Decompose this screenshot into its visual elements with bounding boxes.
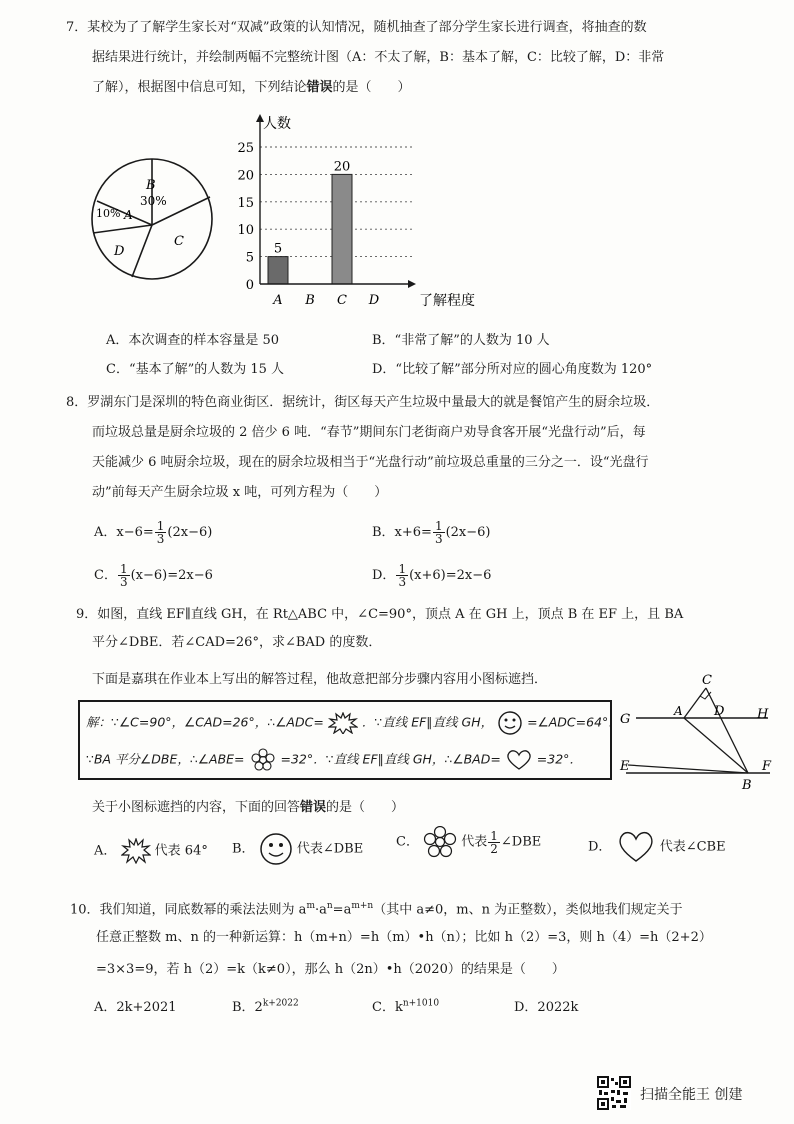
q10-line1-post: （其中 a≠0，m、n 为正整数），类似地我们规定关于 bbox=[373, 902, 683, 918]
q7-line3-post: 的是（ ） bbox=[332, 80, 411, 95]
sol2-part1: ∵BA 平分∠DBE，∴∠ABE= bbox=[86, 751, 245, 767]
q7-option-a[interactable]: A．本次调查的样本容量是 50 bbox=[106, 333, 280, 348]
q9-line3: 下面是嘉琪在作业本上写出的解答过程，他故意把部分步骤内容用小图标遮挡． bbox=[92, 672, 548, 687]
sol1-part2: ．∵直线 EF∥直线 GH， bbox=[361, 714, 494, 730]
q10-sup-n: n bbox=[326, 901, 333, 911]
q10-line1-pre: 10．我们知道，同底数幂的乘法法则为 a bbox=[70, 902, 307, 918]
q8-option-c[interactable] bbox=[94, 563, 213, 588]
fig-label-h: H bbox=[757, 707, 769, 722]
q10-option-b[interactable] bbox=[232, 996, 299, 1015]
q9-line2: 平分∠DBE．若∠CAD=26°，求∠BAD 的度数． bbox=[92, 635, 382, 650]
q9-option-a-label: A． bbox=[94, 843, 117, 859]
y-tick-label: 15 bbox=[237, 195, 254, 211]
q8-option-d[interactable] bbox=[372, 563, 491, 588]
q9-ask bbox=[92, 795, 404, 821]
bar-data-label: 20 bbox=[333, 159, 351, 175]
q10-option-b-sup: k+2022 bbox=[262, 998, 299, 1009]
q8-line1: 8．罗湖东门是深圳的特色商业街区．据统计，街区每天产生垃圾中量最大的就是餐馆产生的厨余垃圾． bbox=[66, 395, 660, 410]
q9-option-a[interactable] bbox=[94, 838, 208, 864]
fig-label-c: C bbox=[702, 673, 712, 688]
q7-option-d[interactable]: D．“比较了解”部分所对应的圆心角度数为 120° bbox=[372, 362, 653, 377]
q10-line1-mid2: =a bbox=[332, 902, 352, 918]
y-tick-label: 20 bbox=[237, 168, 254, 184]
q8-option-b-post: (2x−6) bbox=[445, 525, 491, 540]
x-tick-label: B bbox=[305, 293, 315, 308]
pie-value-a: 10% bbox=[96, 207, 121, 220]
q9-geometry-figure bbox=[618, 672, 778, 794]
y-tick-label: 10 bbox=[237, 223, 254, 239]
q10-line2: 任意正整数 m、n 的一种新运算：h（m+n）=h（m）•h（n）；比如 h（2）=3，则 h（4）=h（2+2） bbox=[96, 930, 712, 945]
q10-option-a[interactable]: A．2k+2021 bbox=[94, 1000, 177, 1015]
q9-option-b-text: 代表∠DBE bbox=[296, 841, 364, 857]
bar-ylabel: 人数 bbox=[263, 116, 291, 132]
q9-option-a-text: 代表 64° bbox=[154, 843, 208, 859]
fig-label-e: E bbox=[620, 759, 630, 774]
q10-option-c-sup: n+1010 bbox=[402, 998, 440, 1009]
bar-A bbox=[268, 257, 288, 284]
q9-option-c[interactable] bbox=[396, 826, 541, 858]
q8-line3: 天能减少 6 吨厨余垃圾，现在的厨余垃圾相当于“光盘行动”前垃圾总重量的三分之一．设“光盘行 bbox=[92, 455, 649, 470]
flower-icon bbox=[423, 826, 457, 858]
q7-option-c[interactable]: C．“基本了解”的人数为 15 人 bbox=[106, 362, 285, 377]
fraction bbox=[433, 520, 445, 545]
q8-option-a-pre: A．x−6= bbox=[94, 525, 154, 540]
q8-option-b-pre: B．x+6= bbox=[372, 525, 432, 540]
x-tick-label: C bbox=[337, 293, 347, 308]
q9-ask-bold: 错误 bbox=[300, 800, 327, 815]
q7-line2: 据结果进行统计，并绘制两幅不完整统计图（A：不太了解，B：基本了解，C：比较了解，D：非常 bbox=[92, 50, 665, 65]
fig-label-g: G bbox=[620, 712, 631, 727]
pie-value-b: 30% bbox=[140, 194, 167, 208]
fraction-numerator: 1 bbox=[490, 828, 498, 843]
flower-icon bbox=[249, 748, 277, 772]
burst-icon bbox=[328, 712, 358, 734]
q9-ask-post: 的是（ ） bbox=[326, 800, 405, 815]
q9-option-b[interactable] bbox=[232, 832, 363, 866]
fig-label-b: B bbox=[742, 778, 752, 793]
q9-option-c-text-post: ∠DBE bbox=[500, 834, 542, 850]
q10-option-c-pre: C．k bbox=[372, 1000, 403, 1015]
q8-option-b[interactable] bbox=[372, 520, 491, 545]
fraction bbox=[118, 563, 130, 588]
sol2-part3: =32°． bbox=[536, 751, 582, 767]
q9-option-c-text-pre: 代表 bbox=[461, 834, 488, 850]
smiley-icon bbox=[259, 832, 293, 866]
q10-sup-m: m bbox=[306, 901, 315, 911]
fraction-denominator: 3 bbox=[119, 575, 128, 589]
fraction-numerator: 1 bbox=[156, 519, 165, 533]
q10-line1-mid: ·a bbox=[314, 902, 327, 918]
y-tick-label: 25 bbox=[237, 141, 254, 156]
fraction-denominator: 3 bbox=[398, 575, 407, 589]
q9-ask-pre: 关于小图标遮挡的内容，下面的回答 bbox=[92, 800, 301, 815]
q7-line3-bold: 错误 bbox=[306, 80, 333, 95]
fraction-denominator: 3 bbox=[434, 532, 443, 546]
x-tick-label: A bbox=[273, 293, 283, 308]
q10-option-d[interactable]: D．2022k bbox=[514, 1000, 579, 1015]
sol1-part1: 解：∵∠C=90°，∠CAD=26°，∴∠ADC= bbox=[86, 714, 324, 730]
q10-line1 bbox=[70, 893, 683, 923]
q8-option-a-post: (2x−6) bbox=[167, 525, 213, 540]
qr-code-icon bbox=[597, 1076, 631, 1110]
pie-chart bbox=[88, 155, 218, 283]
fig-label-d: D bbox=[714, 704, 725, 719]
fraction bbox=[155, 520, 167, 545]
q9-option-b-label: B． bbox=[232, 841, 255, 857]
q7-line1: 7．某校为了了解学生家长对“双减”政策的认知情况，随机抽查了部分学生家长进行调查，将抽查的数 bbox=[66, 20, 647, 35]
pie-label-c: C bbox=[174, 234, 184, 249]
fraction bbox=[488, 830, 500, 855]
footer-text: 扫描全能王 创建 bbox=[640, 1087, 743, 1103]
fraction-numerator: 1 bbox=[119, 562, 128, 576]
q8-option-c-post: (x−6)=2x−6 bbox=[130, 568, 213, 583]
q9-option-d-text: 代表∠CBE bbox=[659, 839, 726, 855]
y-tick-label: 5 bbox=[245, 250, 254, 266]
bar-data-label: 5 bbox=[273, 241, 283, 257]
q8-option-a[interactable] bbox=[94, 520, 212, 545]
pie-label-d: D bbox=[114, 244, 125, 259]
sol2-part2: =32°．∵直线 EF∥直线 GH，∴∠BAD= bbox=[280, 751, 501, 767]
q9-option-c-label: C． bbox=[396, 834, 419, 850]
q10-sup-mn: m+n bbox=[351, 901, 374, 911]
pie-label-b: B bbox=[146, 178, 156, 193]
bar-C bbox=[332, 174, 352, 284]
fraction-denominator: 2 bbox=[490, 841, 498, 856]
solution-line-1 bbox=[86, 710, 621, 736]
sol1-part3: =∠ADC=64°． bbox=[527, 714, 621, 730]
fraction-denominator: 3 bbox=[156, 532, 165, 546]
x-tick-label: D bbox=[368, 293, 380, 308]
fig-label-f: F bbox=[762, 759, 772, 774]
q10-option-c[interactable] bbox=[372, 996, 439, 1015]
solution-line-2 bbox=[86, 748, 582, 772]
bar-chart bbox=[225, 112, 485, 312]
q7-line3-pre: 了解），根据图中信息可知，下列结论 bbox=[92, 80, 307, 95]
y-tick-label: 0 bbox=[245, 278, 254, 293]
pie-label-a: A bbox=[124, 208, 133, 222]
q9-option-d[interactable] bbox=[588, 830, 726, 864]
smiley-icon bbox=[497, 710, 523, 736]
q7-option-b[interactable]: B．“非常了解”的人数为 10 人 bbox=[372, 333, 550, 348]
q9-option-d-label: D． bbox=[588, 839, 612, 855]
bar-xlabel: 了解程度 bbox=[419, 293, 475, 309]
q8-option-c-pre: C． bbox=[94, 568, 117, 583]
q7-line3 bbox=[92, 75, 411, 101]
q10-line3: =3×3=9，若 h（2）=k（k≠0），那么 h（2n）•h（2020）的结果是（ ） bbox=[96, 962, 565, 977]
fraction bbox=[396, 563, 408, 588]
q8-option-d-pre: D． bbox=[372, 568, 396, 583]
heart-icon bbox=[616, 830, 656, 864]
q8-line4: 动”前每天产生厨余垃圾 x 吨，可列方程为（ ） bbox=[92, 485, 388, 500]
fraction-numerator: 1 bbox=[434, 519, 443, 533]
q10-option-b-pre: B．2 bbox=[232, 1000, 263, 1015]
burst-icon bbox=[121, 838, 151, 864]
q9-line1: 9．如图，直线 EF∥直线 GH，在 Rt△ABC 中，∠C=90°，顶点 A 在 GH 上，顶点 B 在 EF 上，且 BA bbox=[76, 607, 684, 622]
heart-icon bbox=[505, 749, 533, 771]
fig-label-a: A bbox=[674, 704, 683, 718]
fraction-numerator: 1 bbox=[398, 562, 407, 576]
q8-option-d-post: (x+6)=2x−6 bbox=[409, 568, 492, 583]
q8-line2: 而垃圾总量是厨余垃圾的 2 倍少 6 吨．“春节”期间东门老街商户劝导食客开展“光盘行动”后，每 bbox=[92, 425, 646, 440]
